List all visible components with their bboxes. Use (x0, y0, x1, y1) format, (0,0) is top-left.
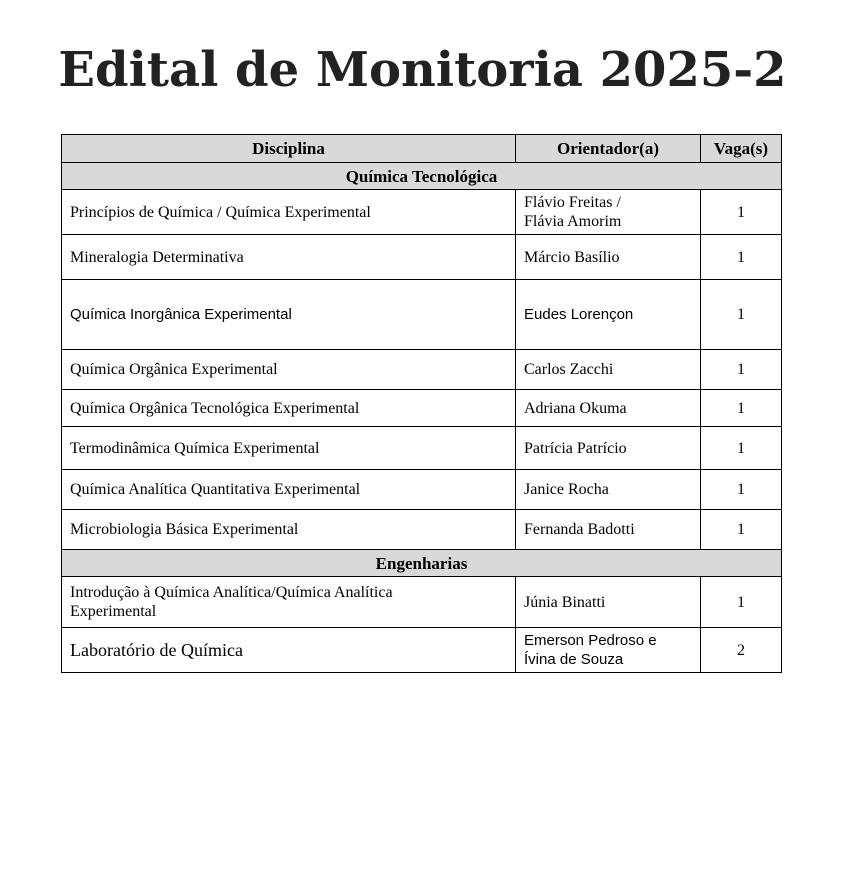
cell-orientador: Patrícia Patrício (516, 427, 701, 470)
cell-vagas: 1 (701, 470, 782, 510)
cell-vagas: 1 (701, 577, 782, 628)
table-row (62, 390, 782, 427)
cell-disciplina: Química Orgânica Experimental (62, 350, 516, 390)
table-row (62, 350, 782, 390)
cell-vagas: 1 (701, 350, 782, 390)
cell-vagas: 1 (701, 190, 782, 235)
cell-vagas: 1 (701, 280, 782, 350)
cell-orientador: Adriana Okuma (516, 390, 701, 427)
cell-disciplina: Microbiologia Básica Experimental (62, 510, 516, 550)
cell-orientador: Emerson Pedroso e Ívina de Souza (516, 628, 701, 673)
table-row (62, 190, 782, 235)
cell-orientador: Júnia Binatti (516, 577, 701, 628)
cell-disciplina: Introdução à Química Analítica/Química Analítica Experimental (62, 577, 516, 628)
table-row (62, 427, 782, 470)
cell-orientador: Carlos Zacchi (516, 350, 701, 390)
section-row-engenharias (62, 550, 782, 577)
table-row (62, 510, 782, 550)
monitoria-table (61, 134, 782, 673)
page-title: Edital de Monitoria 2025-2 (58, 42, 787, 98)
section-title: Engenharias (62, 550, 782, 577)
table-header-row (62, 135, 782, 163)
table-row (62, 470, 782, 510)
section-title: Química Tecnológica (62, 163, 782, 190)
cell-orientador: Márcio Basílio (516, 235, 701, 280)
cell-disciplina: Química Inorgânica Experimental (62, 280, 516, 350)
cell-disciplina: Termodinâmica Química Experimental (62, 427, 516, 470)
section-row-quimica-tecnologica (62, 163, 782, 190)
cell-vagas: 1 (701, 390, 782, 427)
cell-vagas: 2 (701, 628, 782, 673)
cell-disciplina: Mineralogia Determinativa (62, 235, 516, 280)
table-row (62, 628, 782, 673)
table-row (62, 577, 782, 628)
cell-vagas: 1 (701, 235, 782, 280)
cell-disciplina: Laboratório de Química (62, 628, 516, 673)
header-disciplina: Disciplina (62, 135, 516, 163)
table-row (62, 280, 782, 350)
cell-disciplina: Princípios de Química / Química Experimental (62, 190, 516, 235)
cell-vagas: 1 (701, 427, 782, 470)
header-orientador: Orientador(a) (516, 135, 701, 163)
table-row (62, 235, 782, 280)
cell-disciplina: Química Orgânica Tecnológica Experimental (62, 390, 516, 427)
cell-disciplina: Química Analítica Quantitativa Experimental (62, 470, 516, 510)
header-vagas: Vaga(s) (701, 135, 782, 163)
cell-orientador: Flávio Freitas / Flávia Amorim (516, 190, 701, 235)
cell-vagas: 1 (701, 510, 782, 550)
cell-orientador: Eudes Lorençon (516, 280, 701, 350)
cell-orientador: Janice Rocha (516, 470, 701, 510)
cell-orientador: Fernanda Badotti (516, 510, 701, 550)
